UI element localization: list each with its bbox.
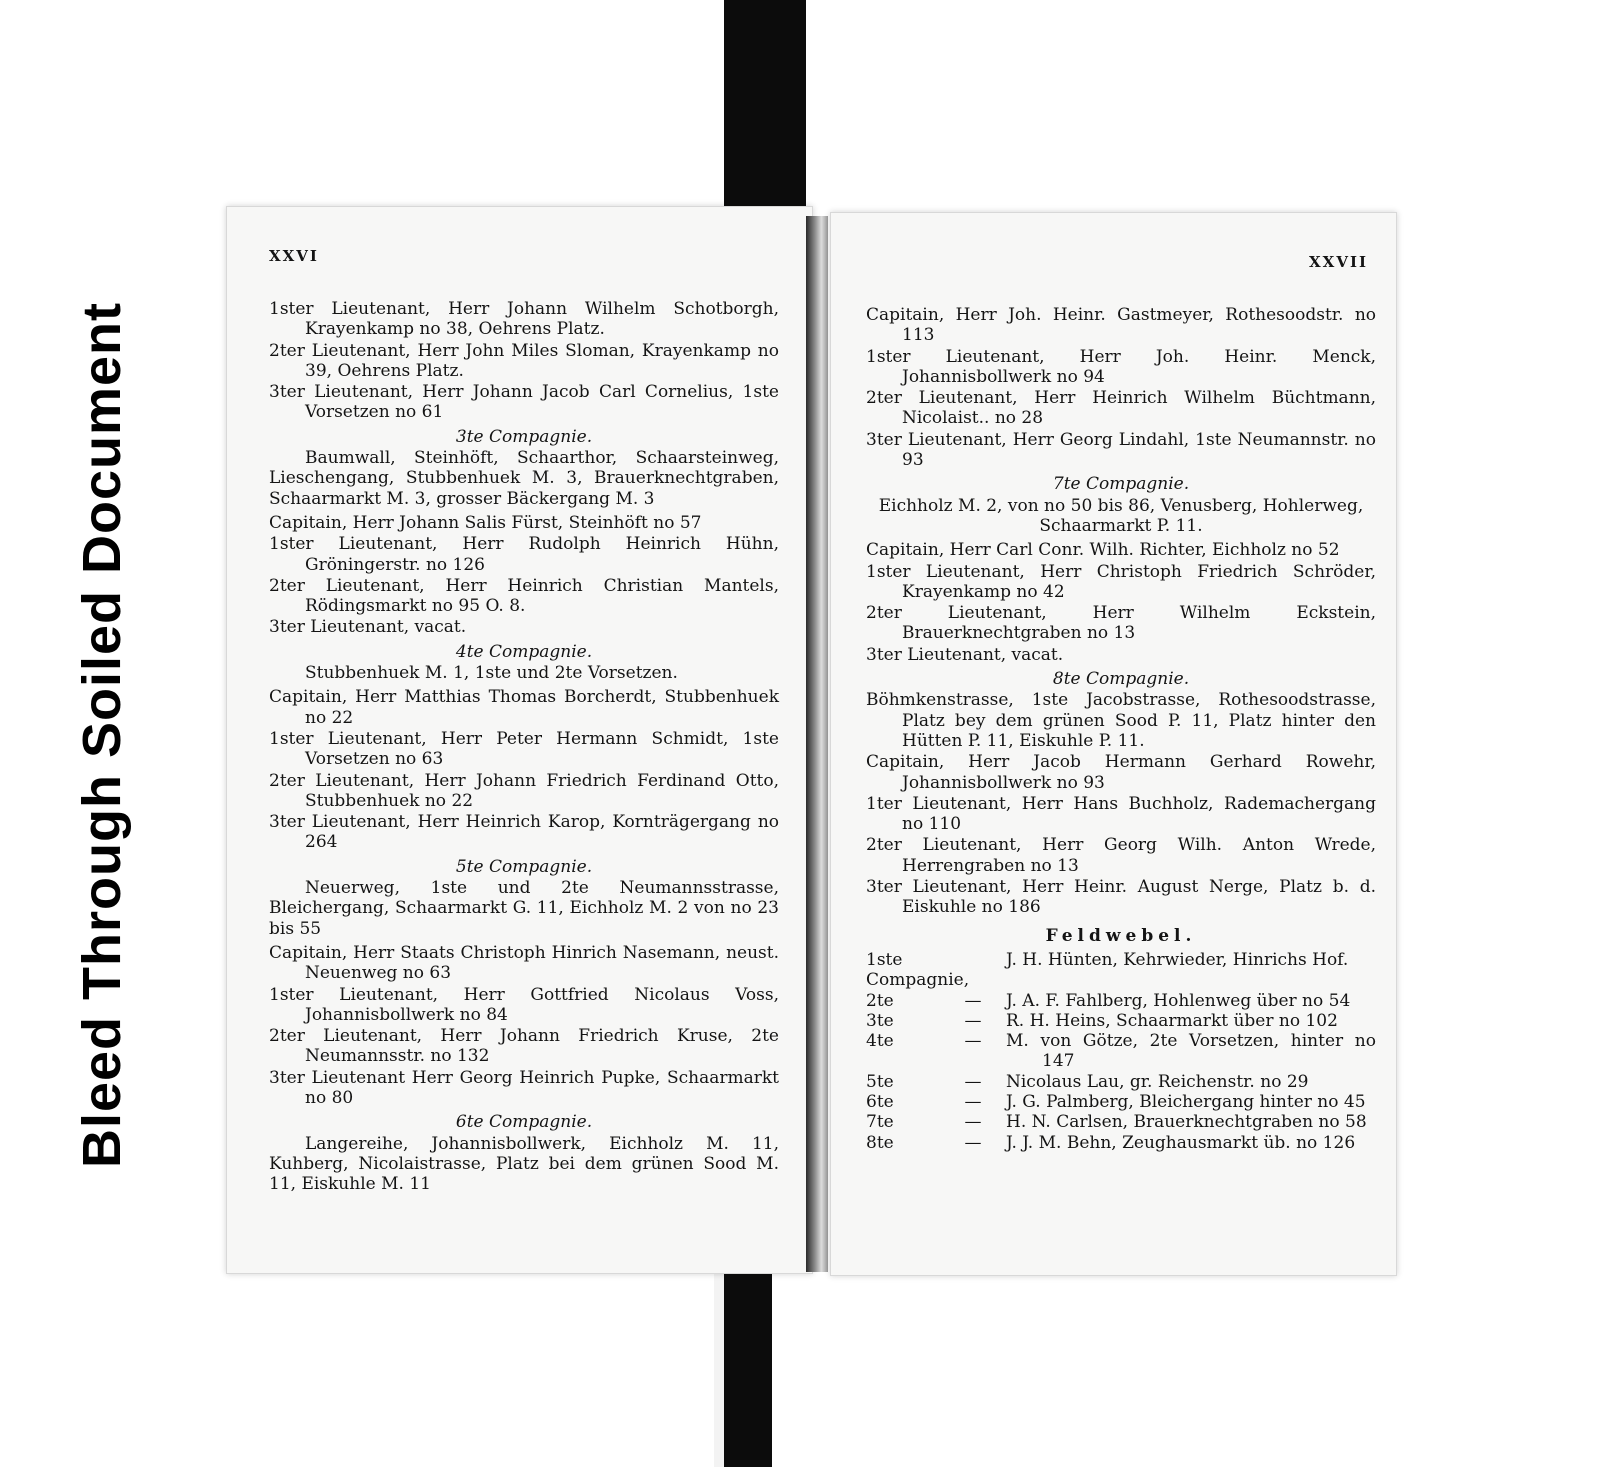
feldwebel-name: Nicolaus Lau, gr. Reichenstr. no 29: [1006, 1071, 1309, 1092]
ditto-dash: —: [964, 1010, 982, 1031]
right-page-number: XXVII: [1309, 253, 1368, 271]
feldwebel-company: 6te: [866, 1091, 894, 1112]
officer-entry: 2ter Lieutenant, Herr Johann Friedrich Ferdinand Otto, Stubbenhuek no 22: [269, 770, 779, 811]
officer-entry: 1ster Lieutenant, Herr Johann Wilhelm Schotborgh, Krayenkamp no 38, Oehrens Platz.: [269, 299, 779, 340]
feldwebel-name: J. A. F. Fahlberg, Hohlenweg über no 54: [1006, 990, 1351, 1011]
officer-entry: 3ter Lieutenant, Herr Heinr. August Nerge, Platz b. d. Eiskuhle no 186: [866, 877, 1376, 918]
ditto-dash: —: [964, 1112, 982, 1133]
officer-entry: 1ter Lieutenant, Herr Hans Buchholz, Rademachergang no 110: [866, 793, 1376, 835]
officer-entry: 1ster Lieutenant, Herr Peter Hermann Schmidt, 1ste Vorsetzen no 63: [269, 728, 779, 770]
company-area: Neuerweg, 1ste und 2te Neumannsstrasse, Bleichergang, Schaarmarkt G. 11, Eichholz M. 2 von no 23 bis 55: [269, 878, 779, 939]
officer-entry: 3ter Lieutenant Herr Georg Heinrich Pupke, Schaarmarkt no 80: [269, 1067, 779, 1108]
officer-entry: 1ster Lieutenant, Herr Joh. Heinr. Menck, Johannisbollwerk no 94: [866, 346, 1376, 387]
feldwebel-row: [866, 991, 1376, 1011]
officer-entry: 3ter Lieutenant, Herr Johann Jacob Carl Cornelius, 1ste Vorsetzen no 61: [269, 382, 779, 423]
left-page-number: XXVI: [269, 247, 319, 265]
company-heading: 6te Compagnie.: [455, 1112, 593, 1133]
watermark-container: [72, 240, 132, 1230]
feldwebel-name: R. H. Heins, Schaarmarkt über no 102: [1006, 1010, 1338, 1031]
ditto-dash: —: [964, 1071, 982, 1092]
officer-entry: 3ter Lieutenant, vacat.: [866, 644, 1064, 665]
binding-strap-top: [724, 0, 806, 232]
feldwebel-company: 2te: [866, 990, 894, 1011]
officer-entry: 3ter Lieutenant, Herr Heinrich Karop, Kornträgergang no 264: [269, 812, 779, 853]
company-heading: 8te Compagnie.: [1052, 669, 1190, 690]
feldwebel-name: J. H. Hünten, Kehrwieder, Hinrichs Hof.: [1006, 949, 1349, 970]
right-page: [830, 212, 1397, 1276]
officer-entry: Capitain, Herr Johann Salis Fürst, Steinhöft no 57: [269, 512, 702, 533]
officer-entry: Capitain, Herr Carl Conr. Wilh. Richter, Eichholz no 52: [866, 540, 1340, 561]
feldwebel-name: J. G. Palmberg, Bleichergang hinter no 45: [1006, 1091, 1366, 1112]
binding-strap-bottom: [724, 1270, 772, 1467]
feldwebel-name: H. N. Carlsen, Brauerknechtgraben no 58: [1006, 1112, 1367, 1133]
company-area: Eichholz M. 2, von no 50 bis 86, Venusberg, Hohlerweg, Schaarmarkt P. 11.: [878, 495, 1364, 536]
book-spine: [806, 216, 828, 1272]
feldwebel-row: [866, 1031, 1376, 1072]
left-page: [226, 206, 813, 1274]
officer-entry: 3ter Lieutenant, Herr Georg Lindahl, 1ste Neumannstr. no 93: [866, 429, 1376, 471]
company-area: Langereihe, Johannisbollwerk, Eichholz M. 11, Kuhberg, Nicolaistrasse, Platz bei dem grünen Sood M. 11, Eiskuhle M. 11: [269, 1133, 779, 1195]
feldwebel-row: [866, 1011, 1376, 1031]
company-heading: 7te Compagnie.: [1052, 474, 1190, 495]
officer-entry: Capitain, Herr Staats Christoph Hinrich Nasemann, neust. Neuenweg no 63: [269, 942, 779, 984]
feldwebel-company: 3te: [866, 1010, 894, 1031]
watermark-label: Bleed Through Soiled Document: [72, 301, 132, 1169]
feldwebel-row: [866, 1112, 1376, 1132]
feldwebel-company: 8te: [866, 1132, 894, 1153]
feldwebel-list: [866, 950, 1376, 1153]
feldwebel-row: [866, 950, 1376, 991]
officer-entry: Capitain, Herr Joh. Heinr. Gastmeyer, Rothesoodstr. no 113: [866, 305, 1376, 346]
ditto-dash: —: [964, 1031, 982, 1052]
officer-entry: 2ter Lieutenant, Herr Georg Wilh. Anton Wrede, Herrengraben no 13: [866, 835, 1376, 876]
feldwebel-company: 1ste Compagnie,: [866, 949, 970, 991]
officer-entry: 3ter Lieutenant, vacat.: [269, 617, 467, 638]
feldwebel-company: 5te: [866, 1071, 894, 1092]
right-page-content: [866, 305, 1376, 1153]
officer-entry: 2ter Lieutenant, Herr John Miles Sloman, Krayenkamp no 39, Oehrens Platz.: [269, 340, 779, 381]
left-page-content: [269, 299, 779, 1198]
feldwebel-row: [866, 1072, 1376, 1092]
officer-entry: 1ster Lieutenant, Herr Christoph Friedrich Schröder, Krayenkamp no 42: [866, 561, 1376, 602]
feldwebel-row: [866, 1133, 1376, 1153]
officer-entry: 2ter Lieutenant, Herr Heinrich Christian Mantels, Rödingsmarkt no 95 O. 8.: [269, 575, 779, 617]
company-heading: 5te Compagnie.: [455, 856, 593, 877]
officer-entry: 2ter Lieutenant, Herr Heinrich Wilhelm Büchtmann, Nicolaist.. no 28: [866, 388, 1376, 429]
officer-entry: 1ster Lieutenant, Herr Rudolph Heinrich Hühn, Gröningerstr. no 126: [269, 534, 779, 575]
officer-entry: 2ter Lieutenant, Herr Wilhelm Eckstein, Brauerknechtgraben no 13: [866, 603, 1376, 644]
officer-entry: Capitain, Herr Jacob Hermann Gerhard Rowehr, Johannisbollwerk no 93: [866, 752, 1376, 793]
officer-entry: 1ster Lieutenant, Herr Gottfried Nicolaus Voss, Johannisbollwerk no 84: [269, 984, 779, 1025]
company-area: Baumwall, Steinhöft, Schaarthor, Schaarsteinweg, Lieschengang, Stubbenhuek M. 3, Brauerknechtgraben, Schaarmarkt M. 3, grosser Bäckergang M. 3: [269, 448, 779, 509]
company-area: Stubbenhuek M. 1, 1ste und 2te Vorsetzen.: [305, 663, 678, 684]
company-area: Böhmkenstrasse, 1ste Jacobstrasse, Rothesoodstrasse, Platz bey dem grünen Sood P. 11, Platz hinter den Hütten P. 11, Eiskuhle P. 11.: [866, 690, 1376, 751]
feldwebel-company: 7te: [866, 1112, 894, 1133]
company-heading: 3te Compagnie.: [455, 426, 593, 447]
ditto-dash: —: [964, 1091, 982, 1112]
officer-entry: 2ter Lieutenant, Herr Johann Friedrich Kruse, 2te Neumannsstr. no 132: [269, 1026, 779, 1067]
officer-entry: Capitain, Herr Matthias Thomas Borcherdt, Stubbenhuek no 22: [269, 687, 779, 728]
ditto-dash: —: [964, 1132, 982, 1153]
feldwebel-company: 4te: [866, 1031, 894, 1052]
company-heading: 4te Compagnie.: [455, 641, 593, 662]
feldwebel-title: Feldwebel.: [1045, 925, 1197, 946]
feldwebel-row: [866, 1092, 1376, 1112]
feldwebel-name: J. J. M. Behn, Zeughausmarkt üb. no 126: [1006, 1132, 1356, 1153]
feldwebel-name: M. von Götze, 2te Vorsetzen, hinter no 147: [1006, 1031, 1376, 1072]
ditto-dash: —: [964, 990, 982, 1011]
